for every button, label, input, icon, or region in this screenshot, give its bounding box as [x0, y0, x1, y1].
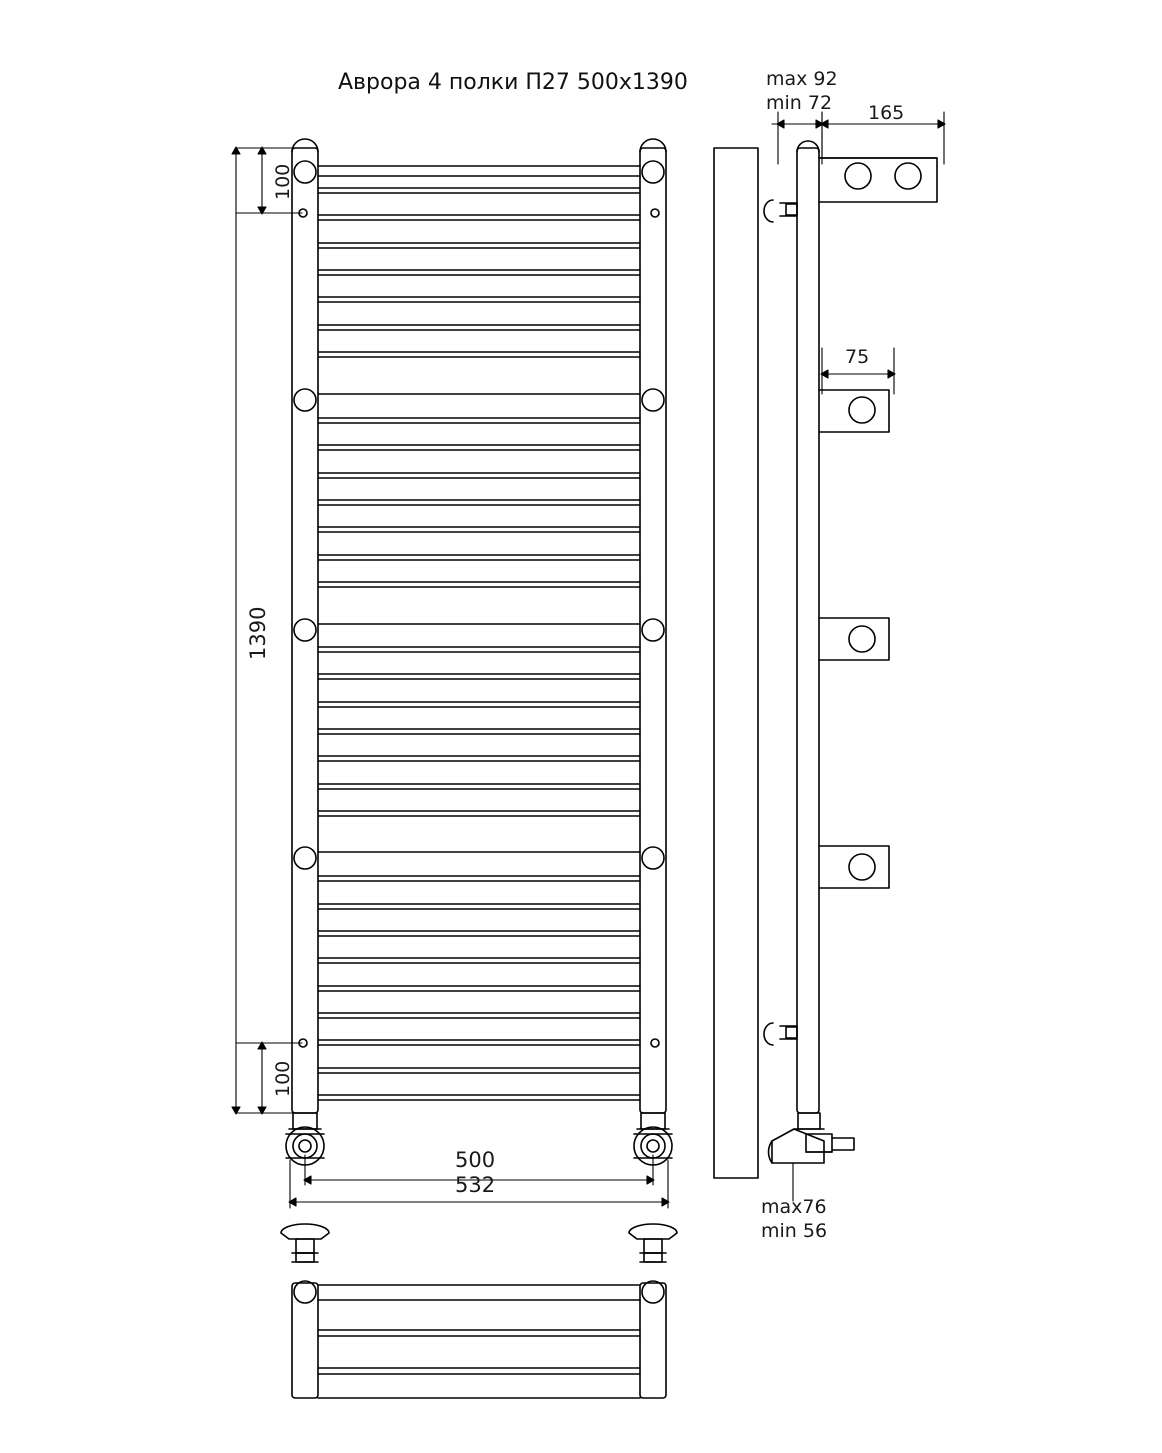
wall-bracket-top: [764, 200, 797, 222]
dim-wall-gap-min: min 72: [766, 92, 833, 114]
mount-foot-right: [629, 1224, 677, 1262]
wall-mount-point: [299, 209, 659, 1047]
wall-bracket-bottom: [764, 1023, 797, 1045]
dim-width-outer: 532: [455, 1173, 496, 1197]
dim-top-offset: 100: [272, 163, 294, 200]
dim-height-total: 1390: [246, 606, 270, 660]
valve-fitting-side: [769, 1113, 854, 1163]
dim-valve-max: max76: [761, 1196, 827, 1218]
dim-bottom-offset: 100: [272, 1060, 294, 1097]
dim-wall-gap-max: max 92: [766, 68, 838, 90]
mount-foot-left: [281, 1224, 329, 1262]
dimension-lines-side: [772, 112, 945, 1201]
dim-shelf-depth: 75: [845, 346, 870, 368]
drawing-title: Аврора 4 полки П27 500x1390: [338, 70, 688, 95]
top-view: [281, 1224, 677, 1398]
side-view: [714, 141, 937, 1178]
shelf-joint-front: [294, 161, 664, 869]
dim-valve-min: min 56: [761, 1220, 828, 1242]
dimension-lines-front: [232, 147, 669, 1208]
dim-bracket-depth: 165: [868, 102, 905, 124]
dim-width-inner: 500: [455, 1148, 496, 1172]
front-view: [286, 139, 672, 1165]
